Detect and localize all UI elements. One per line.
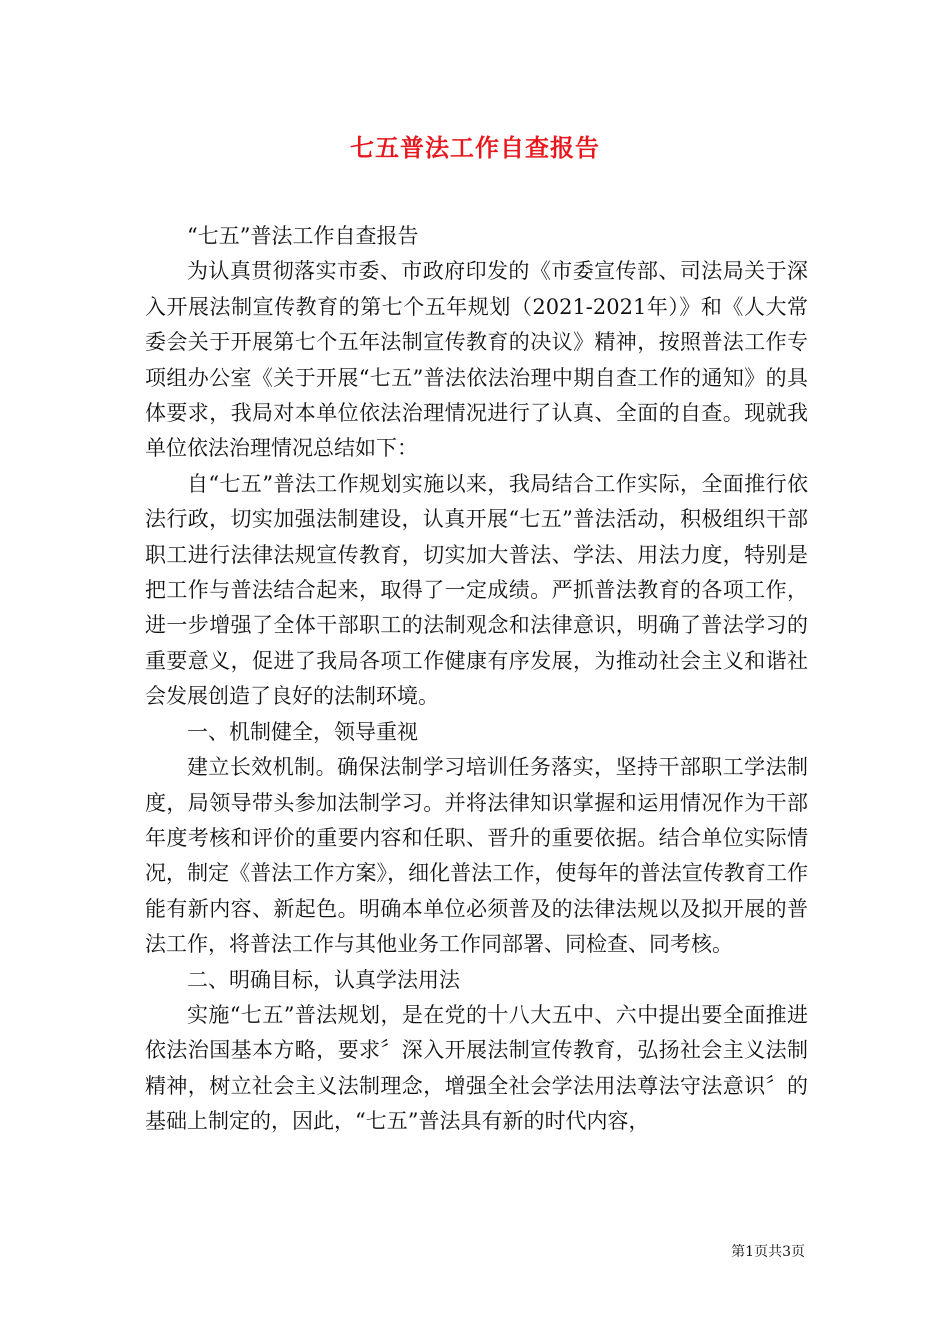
page-number-footer: 第1页共3页 bbox=[731, 1244, 805, 1260]
paragraph-mechanism: 建立长效机制。确保法制学习培训任务落实，坚持干部职工学法制度，局领导带头参加法制学习。并将法律知识掌握和运用情况作为干部年度考核和评价的重要内容和任职、晋升的重要依据。结合单位实际情况，制定《普法工作方案》，细化普法工作，使每年的普法宣传教育工作能有新内容、新起色。明确本单位必须普及的法律法规以及拟开展的普法工作，将普法工作与其他业务工作同部署、同检查、同考核。 bbox=[145, 755, 808, 957]
document-title: 七五普法工作自查报告 bbox=[350, 133, 600, 162]
paragraph-goals: 实施“七五”普法规划，是在党的十八大五中、六中提出要全面推进依法治国基本方略，要求〞深入开展法制宣传教育，弘扬社会主义法制精神，树立社会主义法制理念，增强全社会学法用法尊法守法意识〞的基础上制定的，因此，“七五”普法具有新的时代内容， bbox=[145, 1002, 808, 1134]
paragraph-subtitle: “七五”普法工作自查报告 bbox=[187, 224, 419, 248]
section-heading-1: 一、机制健全，领导重视 bbox=[187, 719, 418, 744]
document-body bbox=[145, 219, 808, 1140]
paragraph-summary: 自“七五”普法工作规划实施以来，我局结合工作实际，全面推行依法行政，切实加强法制建设，认真开展“七五”普法活动，积极组织干部职工进行法律法规宣传教育，切实加大普法、学法、用法力度，特别是把工作与普法结合起来，取得了一定成绩。严抓普法教育的各项工作，进一步增强了全体干部职工的法制观念和法律意识，明确了普法学习的重要意义，促进了我局各项工作健康有序发展，为推动社会主义和谐社会发展创造了良好的法制环境。 bbox=[145, 471, 808, 709]
paragraph-intro: 为认真贯彻落实市委、市政府印发的《市委宣传部、司法局关于深入开展法制宣传教育的第七个五年规划（2021-2021年）》和《人大常委会关于开展第七个五年法制宣传教育的决议》精神，按照普法工作专项组办公室《关于开展“七五”普法依法治理中期自查工作的通知》的具体要求，我局对本单位依法治理情况进行了认真、全面的自查。现就我单位依法治理情况总结如下： bbox=[145, 259, 808, 461]
section-heading-2: 二、明确目标，认真学法用法 bbox=[187, 967, 460, 992]
